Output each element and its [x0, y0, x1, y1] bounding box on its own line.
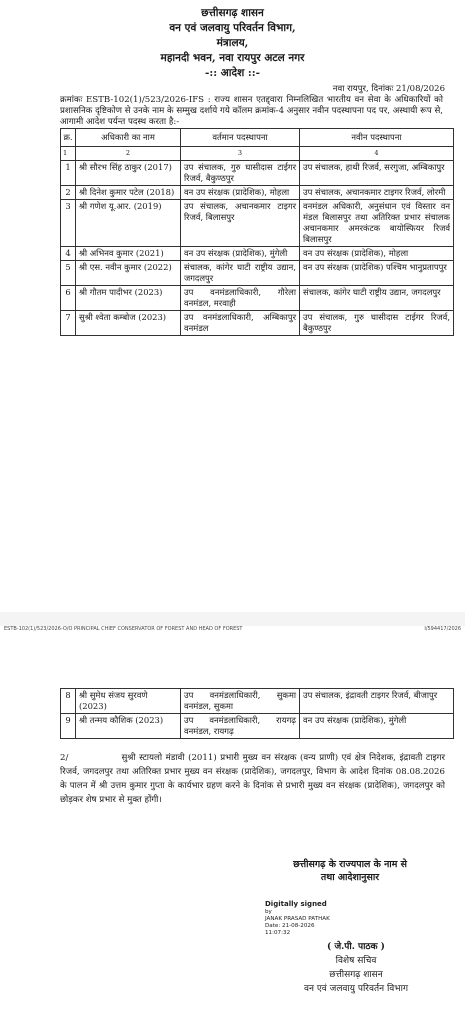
current-posting-cell: संचालक, कांगेर घाटी राष्ट्रीय उद्यान, जगदलपुर	[181, 261, 300, 286]
current-posting-cell: उप वनमंडलाधिकारी, अम्बिकापुर वनमंडल	[181, 311, 300, 336]
address: महानदी भवन, नवा रायपुर अटल नगर	[160, 52, 305, 64]
officer-govt: छत्तीसगढ़ शासन	[329, 970, 383, 980]
new-posting-cell: वन उप संरक्षक (प्रादेशिक), मुंगेली	[300, 714, 454, 739]
digital-sign-name: JANAK PRASAD PATHAK	[265, 916, 330, 922]
table-row	[61, 714, 454, 739]
paragraph-2	[0, 751, 465, 807]
serial-cell: 9	[61, 714, 76, 739]
digital-signature-block	[265, 900, 330, 937]
paragraph-number: 2/	[60, 753, 69, 763]
new-posting-cell: उप संचालक, हाथी रिजर्व, सरगुजा, अम्बिकापुर	[300, 161, 454, 186]
officer-name-cell: श्री गणेश यू.आर. (2019)	[76, 200, 181, 247]
serial-cell: 8	[61, 689, 76, 714]
colnum: 1	[61, 147, 76, 161]
colnum: 4	[300, 147, 454, 161]
new-posting-cell: उप संचालक, इंद्रावती टाइगर रिजर्व, बीजापुर	[300, 689, 454, 714]
digital-sign-date: Date: 21-08-2026	[265, 923, 315, 929]
col-header-serial: क्र.	[61, 129, 76, 147]
table-row	[61, 261, 454, 286]
officer-name-cell: श्री गौतम पादीभर (2023)	[76, 286, 181, 311]
officer-name-cell: श्री एस. नवीन कुमार (2022)	[76, 261, 181, 286]
current-posting-cell: वन उप संरक्षक (प्रादेशिक), मुंगेली	[181, 247, 300, 261]
serial-cell: 1	[61, 161, 76, 186]
ministry: मंत्रालय,	[216, 37, 249, 49]
current-posting-cell: उप संचालक, गुरु घासीदास टाईगर रिजर्व, बैकुण्ठपुर	[181, 161, 300, 186]
digital-sign-title: Digitally signed	[265, 900, 327, 908]
table-row	[61, 689, 454, 714]
serial-cell: 3	[61, 200, 76, 247]
paragraph-text: सुश्री स्टायलो मंडावी (2011) प्रभारी मुख्य वन संरक्षक (वन्य प्राणी) एवं क्षेत्र निदेशक, इंद्रावती टाइगर रिजर्व, जगदलपुर तथा अतिरिक्त प्रभार मुख्य वन संरक्षक (प्रादेशिक), जगदलपुर, विभाग के आदेश दिनांक 08.08.2026 के पालन में श्री उत्तम कुमार गुप्ता के कार्यभार ग्रहण करने के दिनांक से प्रभारी मुख्य वन संरक्षक (प्रादेशिक), जगदलपुर को छोड़कर शेष प्रभार से मुक्त होंगी।	[60, 753, 446, 805]
signature-line-1: छत्तीसगढ़ के राज्यपाल के नाम से	[293, 859, 407, 870]
serial-cell: 4	[61, 247, 76, 261]
col-header-current: वर्तमान पदस्थापना	[181, 129, 300, 147]
col-header-name: अधिकारी का नाम	[76, 129, 181, 147]
current-posting-cell: वन उप संरक्षक (प्रादेशिक), मोहला	[181, 186, 300, 200]
officer-name-cell: श्री सौरभ सिंह ठाकुर (2017)	[76, 161, 181, 186]
table-row	[61, 186, 454, 200]
new-posting-cell: वनमंडल अधिकारी, अनुसंधान एवं विस्तार वन मंडल बिलासपुर तथा अतिरिक्त प्रभार संचालक अचानकमार अमरकंटक बायोस्फियर रिजर्व बिलासपुर	[300, 200, 454, 247]
posting-table-continued	[60, 688, 454, 739]
document-footer	[4, 626, 461, 632]
officer-name-cell: श्री तन्मय कौशिक (2023)	[76, 714, 181, 739]
officer-name-cell: सुश्री श्वेता कम्बोज (2023)	[76, 311, 181, 336]
table-row	[61, 200, 454, 247]
officer-name: ( जे.पी. पाठक )	[327, 942, 385, 952]
new-posting-cell: उप संचालक, गुरु घासीदास टाईगर रिजर्व, बैकुण्ठपुर	[300, 311, 454, 336]
serial-cell: 6	[61, 286, 76, 311]
current-posting-cell: उप वनमंडलाधिकारी, रायगढ़ वनमंडल, रायगढ़	[181, 714, 300, 739]
current-posting-cell: उप संचालक, अचानकमार टाइगर रिजर्व, बिलासपुर	[181, 200, 300, 247]
order-heading: -:: आदेश ::-	[205, 67, 260, 79]
new-posting-cell: संचालक, कांगेर घाटी राष्ट्रीय उद्यान, जगदलपुर	[300, 286, 454, 311]
letterhead	[0, 6, 465, 81]
new-posting-cell: वन उप संरक्षक (प्रादेशिक), मोहला	[300, 247, 454, 261]
table-header-row	[61, 129, 454, 147]
serial-cell: 5	[61, 261, 76, 286]
current-posting-cell: उप वनमंडलाधिकारी, सुकमा वनमंडल, सुकमा	[181, 689, 300, 714]
officer-designation: विशेष सचिव	[335, 956, 377, 966]
officer-name-cell: श्री सुमेध संजय सुरवणे (2023)	[76, 689, 181, 714]
table-colnum-row	[61, 147, 454, 161]
signature-authority	[240, 858, 460, 884]
footer-receipt-number: I/594417/2026	[424, 626, 461, 632]
new-posting-cell: उप संचालक, अचानकमार टाइगर रिजर्व, लोरमी	[300, 186, 454, 200]
digital-sign-by: by	[265, 909, 272, 915]
signature-line-2: तथा आदेशानुसार	[320, 872, 380, 883]
table-row	[61, 247, 454, 261]
order-text: क्रमांकः ESTB-102(1)/523/2026-IFS : राज्य शासन एतद्द्वारा निम्नलिखित भारतीय वन सेवा के अधिकारियों को प्रशासनिक दृष्टिकोण से उनके नाम के सम्मुख दर्शाये गये कॉलम क्रमांक-4 अनुसार नवीन पदस्थापना पद पर, अस्थायी रूप से, आगामी आदेश पर्यन्त पदस्थ करता है:-	[60, 95, 443, 127]
officer-name-cell: श्री दिनेश कुमार पटेल (2018)	[76, 186, 181, 200]
posting-table	[60, 128, 454, 336]
officer-dept: वन एवं जलवायु परिवर्तन विभाग	[303, 984, 409, 994]
document-page-2	[0, 626, 465, 1024]
table-row	[61, 311, 454, 336]
serial-cell: 2	[61, 186, 76, 200]
col-header-new: नवीन पदस्थापना	[300, 129, 454, 147]
current-posting-cell: उप वनमंडलाधिकारी, गौरेला वनमंडल, मरवाही	[181, 286, 300, 311]
colnum: 2	[76, 147, 181, 161]
serial-cell: 7	[61, 311, 76, 336]
govt-name: छत्तीसगढ़ शासन	[201, 7, 264, 19]
dateline: नवा रायपुर, दिनांकः 21/08/2026	[332, 84, 445, 94]
officer-block	[266, 940, 446, 996]
department-name: वन एवं जलवायु परिवर्तन विभाग,	[169, 22, 296, 34]
digital-sign-time: 11:07:32	[265, 930, 291, 936]
new-posting-cell: वन उप संरक्षक (प्रादेशिक) पश्चिम भानुप्रतापपुर	[300, 261, 454, 286]
table-row	[61, 286, 454, 311]
footer-file-number: ESTB-102(1)/523/2026-O/O PRINCIPAL CHIEF CONSERVATOR OF FOREST AND HEAD OF FOREST	[4, 626, 243, 632]
table-row	[61, 161, 454, 186]
colnum: 3	[181, 147, 300, 161]
page-separator	[0, 612, 465, 626]
officer-name-cell: श्री अभिनव कुमार (2021)	[76, 247, 181, 261]
